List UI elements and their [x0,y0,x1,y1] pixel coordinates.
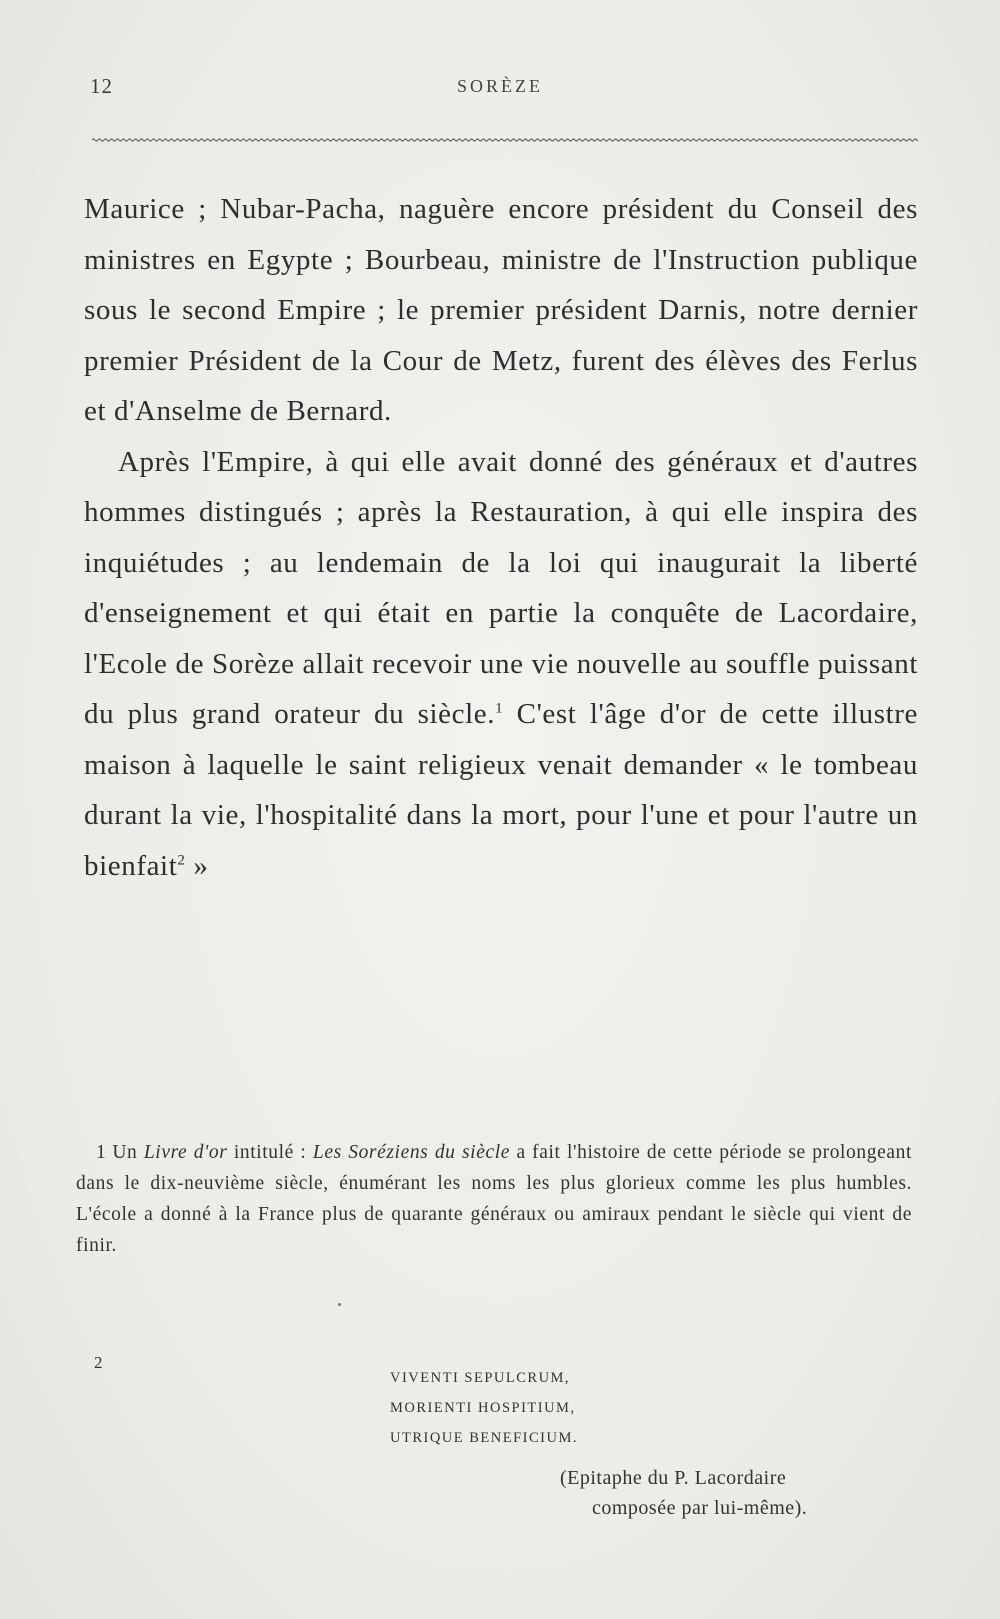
page-number: 12 [90,74,113,98]
footnote-1-text-a: Un [112,1142,144,1163]
paragraph-2-text-b: C'est l'âge d'or de cette illustre maison à laquelle le saint religieux venait demander « le tombeau durant la vie, l'hospitalité dans la mort, pour l'une et pour l'autre un bienfait [84,698,918,882]
footnote-ref-1[interactable]: 1 [495,700,504,717]
footnote-1 [76,1137,912,1261]
footnote-1-text-b: intitulé : [227,1142,313,1163]
epitaph-line-2: MORIENTI HOSPITIUM, [390,1400,576,1416]
footnote-ref-2[interactable]: 2 [177,851,186,868]
footnote-2-number: 2 [94,1353,103,1372]
epitaph-attribution [560,1463,880,1523]
main-text [84,184,918,891]
closing-guillemet: » [185,849,209,882]
attribution-line-2: composée par lui-même). [592,1497,808,1519]
paragraph-2 [84,437,918,892]
running-head [90,74,910,104]
footnote-1-number: 1 [96,1142,107,1163]
footnote-1-work-title: Les Soréziens du siècle [312,1142,510,1163]
epitaph-line-1: VIVENTI SEPULCRUM, [390,1370,571,1386]
wavy-rule-divider [92,134,918,146]
paragraph-1: Maurice ; Nubar-Pacha, naguère encore président du Conseil des ministres en Egypte ; Bourbeau, ministre de l'Instruction publique sous le second Empire ; le premier président Darnis, notre dernier premier Président de la Cour de Metz, furent des élèves des Ferlus et d'Anselme de Bernard. [84,193,918,427]
attribution-line-1: (Epitaphe du P. Lacordaire [560,1467,787,1489]
print-speck [338,1303,341,1306]
footnote-1-text-c: a fait l'histoire de cette période se prolongeant dans le dix-neuvième siècle, énumérant les noms les plus glorieux comme les plus humbles. L'école a donné à la France plus de quarante généraux ou amiraux pendant le siècle qui vient de finir. [76,1142,912,1256]
epitaph-line-3: UTRIQUE BENEFICIUM. [390,1430,578,1446]
epitaph [390,1363,578,1453]
running-title: SORÈZE [456,76,543,96]
paragraph-2-text-a: Après l'Empire, à qui elle avait donné des généraux et d'autres hommes distingués ; après la Restauration, à qui elle inspira des inquiétudes ; au lendemain de la loi qui inaugurait la liberté d'enseignement et qui était en partie la conquête de Lacordaire, l'Ecole de Sorèze allait recevoir une vie nouvelle au souffle puissant du plus grand orateur du siècle. [84,445,918,730]
footnote-1-book-title: Livre d'or [143,1142,228,1163]
